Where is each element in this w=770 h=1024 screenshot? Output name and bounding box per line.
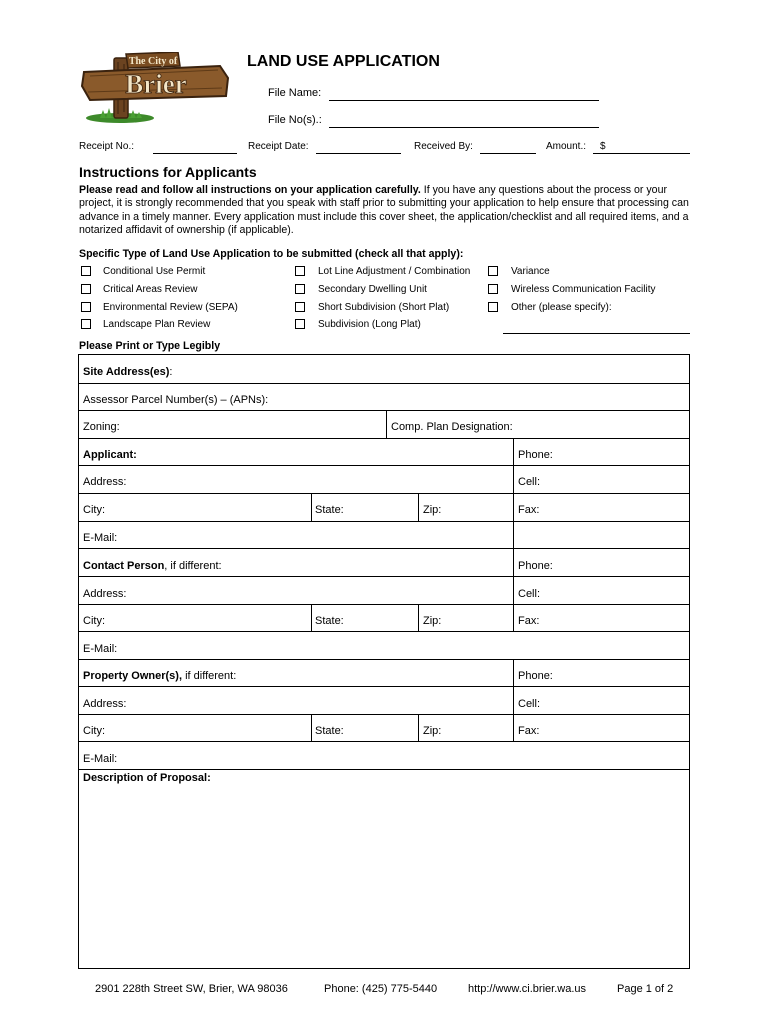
contact-email-field[interactable] <box>83 643 117 655</box>
contact-fax-field[interactable] <box>518 615 539 627</box>
cell-label: Cell: <box>518 588 541 600</box>
checkbox-label: Variance <box>511 266 550 277</box>
owner-address-field[interactable] <box>83 698 126 710</box>
checkbox-subdivision-long-plat[interactable] <box>295 319 305 329</box>
footer-phone: Phone: (425) 775-5440 <box>324 983 438 995</box>
comp-plan-label: Comp. Plan Designation: <box>391 421 513 433</box>
footer-page-number: Page 1 of 2 <box>617 983 674 995</box>
applicant-fax-field[interactable] <box>518 504 539 516</box>
cell-label: Cell: <box>518 698 541 710</box>
applicant-cell-field[interactable] <box>518 476 540 488</box>
checkbox-secondary-dwelling-unit[interactable] <box>295 284 305 294</box>
email-label: E-Mail: <box>83 643 118 655</box>
applicant-zip-field[interactable] <box>423 504 441 516</box>
receipt-no-field[interactable] <box>153 153 237 154</box>
other-specify-field[interactable] <box>503 333 690 334</box>
address-label: Address: <box>83 698 127 710</box>
property-owner-label: Property Owner(s), <box>83 670 183 682</box>
receipt-no-label: Receipt No.: <box>79 141 135 152</box>
amount-label: Amount.: <box>546 141 587 152</box>
instructions-bold-lead: Please read and follow all instructions on your application carefully. <box>79 184 421 196</box>
checkbox-label: Other (please specify): <box>511 302 612 313</box>
fax-label: Fax: <box>518 725 540 737</box>
amount-currency: $ <box>600 141 606 152</box>
checkbox-label: Conditional Use Permit <box>103 266 206 277</box>
if-different-label: if different: <box>182 670 237 682</box>
file-name-label: File Name: <box>268 87 322 99</box>
address-label: Address: <box>83 476 127 488</box>
checkbox-environmental-review[interactable] <box>81 302 91 312</box>
checkbox-label: Secondary Dwelling Unit <box>318 284 427 295</box>
email-label: E-Mail: <box>83 753 118 765</box>
city-of-brier-logo <box>80 52 232 124</box>
footer-website[interactable]: http://www.ci.brier.wa.us <box>468 983 586 995</box>
received-by-label: Received By: <box>414 141 473 152</box>
received-by-field[interactable] <box>480 153 536 154</box>
apn-label: Assessor Parcel Number(s) – (APNs): <box>83 394 269 406</box>
email-label: E-Mail: <box>83 532 118 544</box>
phone-label: Phone: <box>518 560 553 572</box>
checkbox-label: Wireless Communication Facility <box>511 284 656 295</box>
checkbox-label: Subdivision (Long Plat) <box>318 319 421 330</box>
file-name-field[interactable] <box>329 100 599 101</box>
state-label: State: <box>315 725 344 737</box>
zoning-label: Zoning: <box>83 421 120 433</box>
applicant-city-field[interactable] <box>83 504 105 516</box>
checkbox-short-subdivision[interactable] <box>295 302 305 312</box>
site-address-field[interactable] <box>83 366 172 378</box>
applicant-email-field[interactable] <box>83 532 117 544</box>
file-nos-field[interactable] <box>329 127 599 128</box>
checkbox-label: Landscape Plan Review <box>103 319 211 330</box>
instructions-heading: Instructions for Applicants <box>79 164 257 180</box>
contact-phone-field[interactable] <box>518 560 553 572</box>
state-label: State: <box>315 504 344 516</box>
contact-address-field[interactable] <box>83 588 126 600</box>
city-label: City: <box>83 504 105 516</box>
checkbox-other[interactable] <box>488 302 498 312</box>
zip-label: Zip: <box>423 504 442 516</box>
owner-fax-field[interactable] <box>518 725 539 737</box>
comp-plan-field[interactable] <box>391 421 513 433</box>
checkbox-label: Lot Line Adjustment / Combination <box>318 266 471 277</box>
phone-label: Phone: <box>518 670 553 682</box>
checkbox-label: Short Subdivision (Short Plat) <box>318 302 450 313</box>
receipt-date-label: Receipt Date: <box>248 141 309 152</box>
instructions-body: If you have any questions about the process or your project, it is strongly recommended that you speak with staff prior to submitting your application to help ensure that processing can advance in a timely manner. Every application must include this cover sheet, the application/checklist and all required items, and a notarized affidavit of ownership (if applicable). <box>79 184 689 236</box>
owner-phone-field[interactable] <box>518 670 553 682</box>
city-label: City: <box>83 615 105 627</box>
address-label: Address: <box>83 588 127 600</box>
if-different-label: , if different: <box>164 560 222 572</box>
applicant-info-table <box>78 354 690 969</box>
owner-zip-field[interactable] <box>423 725 441 737</box>
site-address-colon: : <box>169 366 173 378</box>
description-label: Description of Proposal: <box>83 772 211 784</box>
contact-name-field[interactable] <box>83 560 222 572</box>
applicant-address-field[interactable] <box>83 476 126 488</box>
page-title: LAND USE APPLICATION <box>247 53 440 70</box>
checkbox-lot-line-adjustment[interactable] <box>295 266 305 276</box>
cell-label: Cell: <box>518 476 541 488</box>
checkbox-wireless-communication[interactable] <box>488 284 498 294</box>
owner-state-field[interactable] <box>315 725 344 737</box>
applicant-name-field[interactable] <box>83 449 137 461</box>
contact-cell-field[interactable] <box>518 588 540 600</box>
contact-zip-field[interactable] <box>423 615 441 627</box>
footer-address: 2901 228th Street SW, Brier, WA 98036 <box>95 983 288 995</box>
receipt-date-field[interactable] <box>316 153 401 154</box>
contact-city-field[interactable] <box>83 615 105 627</box>
fax-label: Fax: <box>518 615 540 627</box>
applicant-state-field[interactable] <box>315 504 344 516</box>
logo-line1: The City of <box>128 56 178 67</box>
site-address-label: Site Address(es) <box>83 366 170 378</box>
applicant-label: Applicant: <box>83 449 137 461</box>
fax-label: Fax: <box>518 504 540 516</box>
owner-name-field[interactable] <box>83 670 236 682</box>
checkbox-label: Critical Areas Review <box>103 284 198 295</box>
checkbox-label: Environmental Review (SEPA) <box>103 302 238 313</box>
zoning-field[interactable] <box>83 421 120 433</box>
applicant-phone-field[interactable] <box>518 449 553 461</box>
contact-state-field[interactable] <box>315 615 344 627</box>
file-nos-label: File No(s).: <box>268 114 322 126</box>
form-heading: Please Print or Type Legibly <box>79 340 221 352</box>
city-label: City: <box>83 725 105 737</box>
logo-line2: Brier <box>125 69 187 99</box>
owner-cell-field[interactable] <box>518 698 540 710</box>
application-type-heading: Specific Type of Land Use Application to be submitted (check all that apply): <box>79 248 464 260</box>
zip-label: Zip: <box>423 725 442 737</box>
contact-person-label: Contact Person <box>83 560 165 572</box>
owner-city-field[interactable] <box>83 725 105 737</box>
description-field[interactable] <box>83 772 211 784</box>
amount-field[interactable] <box>593 153 690 154</box>
phone-label: Phone: <box>518 449 553 461</box>
checkbox-conditional-use-permit[interactable] <box>81 266 91 276</box>
state-label: State: <box>315 615 344 627</box>
checkbox-landscape-plan-review[interactable] <box>81 319 91 329</box>
instructions-text <box>79 184 694 237</box>
checkbox-critical-areas-review[interactable] <box>81 284 91 294</box>
zip-label: Zip: <box>423 615 442 627</box>
apn-field[interactable] <box>83 394 268 406</box>
checkbox-variance[interactable] <box>488 266 498 276</box>
owner-email-field[interactable] <box>83 753 117 765</box>
